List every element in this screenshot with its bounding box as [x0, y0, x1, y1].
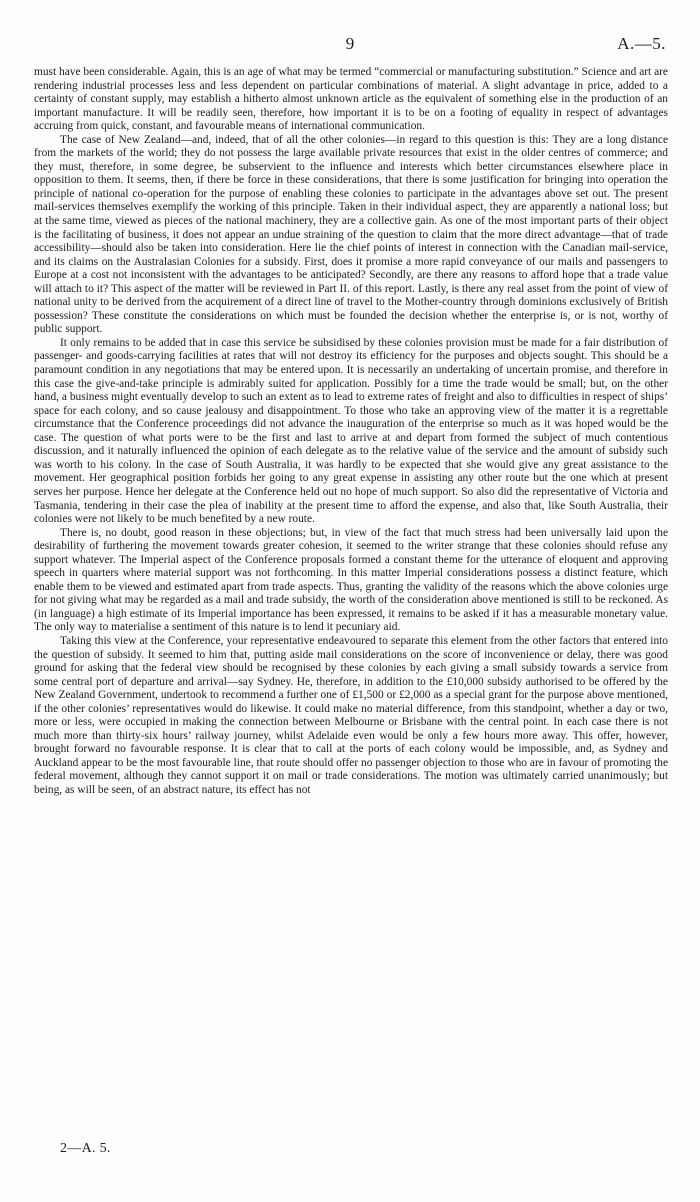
sheet-signature: 2—A. 5. — [60, 1141, 111, 1156]
page-number: 9 — [345, 34, 355, 53]
body-text — [34, 66, 668, 798]
document-reference: A.—5. — [617, 34, 666, 53]
paragraph: Taking this view at the Conference, your representative endeavoured to separate this element from the other factors that entered into the question of subsidy. It seemed to him that, putting aside mail considerations on the score of inconvenience or delay, there was good ground for asking that the federal view should be recognised by these colonies by each giving a small subsidy towards a service from some central port of departure and arrival—say Sydney. He, therefore, in addition to the £10,000 subsidy authorised to be offered by the New Zealand Government, undertook to recommend a further one of £1,500 or £2,000 as a special grant for the purpose above mentioned, if the other colonies’ representatives would do likewise. It could make no material difference, from this standpoint, whether a day or two, more or less, were occupied in making the connection between Melbourne or Brisbane with the central point. In each case there is not much more than thirty-six hours’ railway journey, whilst Adelaide even would be only a few hours more away. This offer, however, brought forward no favourable response. It is clear that to call at the ports of each colony would be impossible, and, as Sydney and Auckland appear to be the most favourable line, that route should offer no passenger objection to those who are in favour of promoting the federal movement, although they cannot support it on mail or trade considerations. The motion was ultimately carried unanimously; but being, as will be seen, of an abstract nature, its effect has not — [34, 634, 668, 796]
paragraph: The case of New Zealand—and, indeed, that of all the other colonies—in regard to this question is this: They are a long distance from the markets of the world; they do not possess the large available private resources that exist in the older centres of commerce; and they must, therefore, in some degree, be subservient to the influence and interests which better circumstances elsewhere place in opposition to them. It seems, then, if there be force in these considerations, that there is some justification for bringing into operation the principle of national co-operation for the purpose of enabling these colonies to participate in the advantages above set out. The present mail-services themselves exemplify the working of this principle. Taken in their individual aspect, they are apparently a national loss; but at the same time, viewed as pieces of the national machinery, they are a collective gain. As one of the most important parts of their object is the facilitating of business, it does not appear an undue straining of the question to claim that the more direct advantage—that of trade accessibility—should also be taken into consideration. Here lie the chief points of interest in connection with the Canadian mail-service, and its claims on the Australasian Colonies for a subsidy. First, does it promise a more rapid conveyance of our mails and passengers to Europe at a cost not inconsistent with the advantages to be anticipated? Secondly, are there any reasons to afford hope that a trade value will attach to it? This aspect of the matter will be reviewed in Part II. of this report. Lastly, is there any real asset from the point of view of national unity to be derived from the acquirement of a direct line of travel to the Mother-country through dominions exclusively of British possession? These constitute the considerations on which must be founded the decision whether the enterprise is, or is not, worthy of public support. — [34, 133, 668, 336]
paragraph: It only remains to be added that in case this service be subsidised by these colonies provision must be made for a fair distribution of passenger- and goods-carrying facilities at rates that will not destroy its efficiency for the purposes and objects sought. This should be a paramount condition in any negotiations that may be entered upon. It is necessarily an undertaking of uncertain promise, and therefore in this case the give-and-take principle is admirably suited for application. Possibly for a time the trade would be small; but, on the other hand, a business might eventually develop to such an extent as to lead to extreme rates of freight and also to difficulties in respect of ships’ space for each colony, and so cause jealousy and disappointment. To those who take an approving view of the matter it is a regrettable circumstance that the Conference proceedings did not advance the inauguration of the enterprise so much as it was hoped would be the case. The question of what ports were to be the first and last to arrive at and depart from formed the subject of much contentious discussion, and it naturally influenced the opinion of each delegate as to the relative value of the service and the amount of subsidy such was worth to his colony. In the case of South Australia, it was hardly to be expected that she would give any great assistance to the movement. Her geographical position forbids her going to any great expense in assisting any other route but the one which at present serves her purpose. Hence her delegate at the Conference held out no hope of much support. So also did the representative of Victoria and Tasmania, tendering in their case the plea of inability at the present time to afford the expense, and also that, like South Australia, their colonies were not likely to be much benefited by a new route. — [34, 336, 668, 526]
paragraph: There is, no doubt, good reason in these objections; but, in view of the fact that much stress had been universally laid upon the desirability of furthering the movement towards greater cohesion, it seemed to the writer strange that these colonies should refuse any support whatever. The Imperial aspect of the Conference proposals formed a constant theme for the utterance of eloquent and approving speech in quarters where material support was not forthcoming. In this matter Imperial considerations possess a distinct feature, which enable them to be viewed and estimated apart from trade aspects. Thus, granting the validity of the reasons which the above colonies urge for not giving what may be regarded as a mail and trade subsidy, the worth of the consideration above mentioned is still to be reckoned. As (in language) a high estimate of its Imperial importance has been expressed, it remains to be asked if it has a measurable monetary value. The only way to materialise a sentiment of this nature is to lend it pecuniary aid. — [34, 526, 668, 634]
paragraph: must have been considerable. Again, this is an age of what may be termed “commercial or manufacturing substitution.” Science and art are rendering industrial processes less and less dependent on particular combinations of material. A slight advantage in price, added to a certainty of constant supply, may establish a hitherto almost unknown article as the equivalent of something else in the production of an important manufacture. It will be readily seen, therefore, how important it is to be on a footing of equality in respect of advantages accruing from quick, constant, and favourable means of international communication. — [34, 66, 668, 133]
